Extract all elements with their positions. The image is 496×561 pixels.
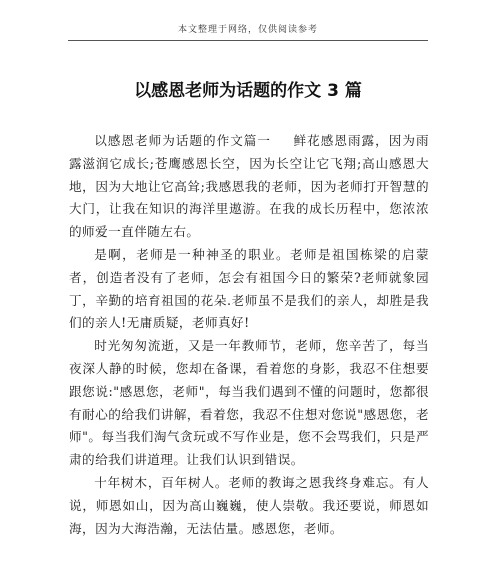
paragraph-2: 是啊，老师是一种神圣的职业。老师是祖国栋梁的启蒙者，创造者没有了老师，怎会有祖国今日的繁荣?老师就象园丁，辛勤的培育祖国的花朵.老师虽不是我们的亲人，却胜是我们的亲人!无庸质疑，老师真好! bbox=[69, 246, 429, 331]
paragraph-4: 十年树木，百年树人。老师的教诲之恩我终身难忘。有人说，师恩如山，因为高山巍巍，使人崇敬。我还要说，师恩如海，因为大海浩瀚，无法估量。感恩您，老师。 bbox=[69, 474, 429, 536]
document-title: 以感恩老师为话题的作文 3 篇 bbox=[134, 81, 362, 101]
document-body bbox=[69, 130, 429, 540]
section-heading: 以感恩老师为话题的作文篇一 bbox=[94, 133, 271, 148]
paragraph-3: 时光匆匆流逝，又是一年教师节，老师，您辛苦了，每当夜深人静的时候，您却在备课，看着您的身影，我忍不住想要跟您说:"感恩您，老师"，每当我们遇到不懂的问题时，您都很有耐心的给我们讲解，看着您，我忍不住想对您说"感恩您，老师"。每当我们淘气贪玩或不写作业是，您不会骂我们，只是严肃的给我们讲道理。让我们认识到错误。 bbox=[69, 338, 429, 468]
header-note: 本文整理于网络，仅供阅读参考 bbox=[177, 25, 318, 35]
paragraph-1 bbox=[69, 130, 429, 244]
paragraph-1-text: 鲜花感恩雨露，因为雨露滋润它成长;苍鹰感恩长空，因为长空让它飞翔;高山感恩大地，因为大地让它高耸;我感恩我的老师，因为老师打开智慧的大门，让我在知识的海洋里遨游。在我的成长历程中，您浓浓的师爱一直伴随左右。 bbox=[69, 133, 430, 240]
header-divider bbox=[68, 40, 428, 41]
